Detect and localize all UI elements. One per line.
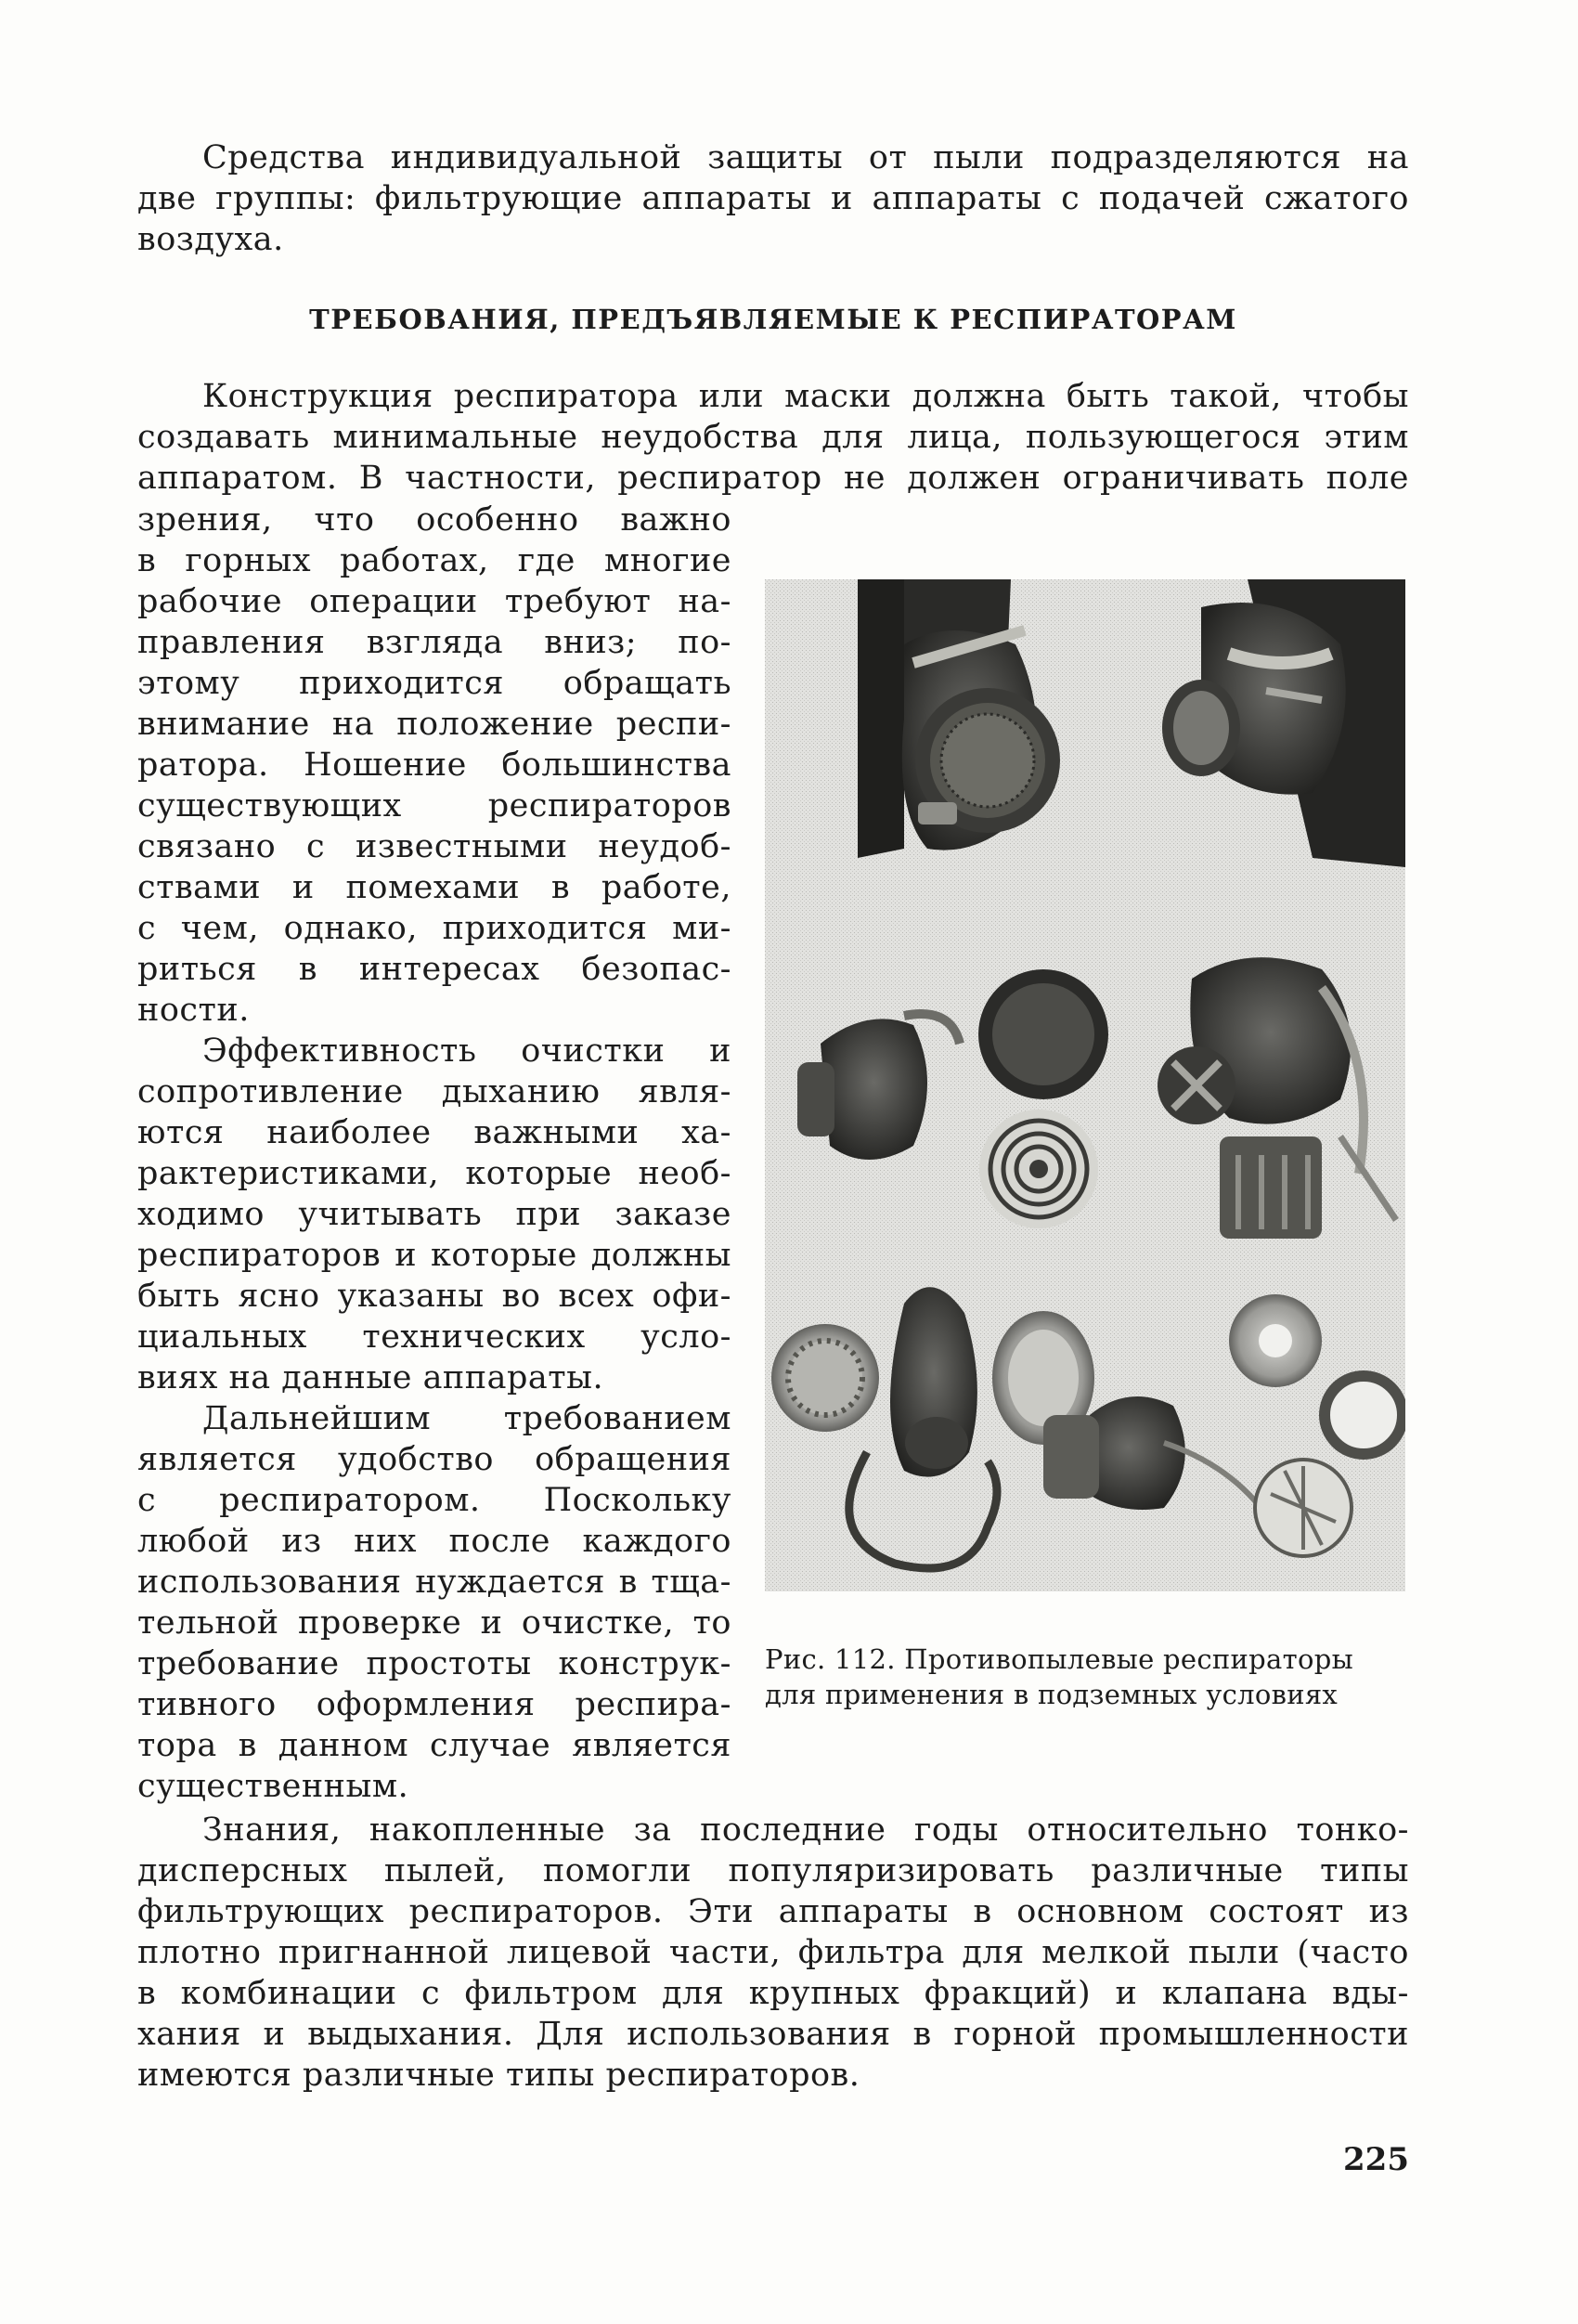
text-line: создавать минимальные неудобства для лица, пользующегося этим xyxy=(137,419,1409,456)
text-line: имеются различные типы респираторов. xyxy=(137,2057,860,2094)
text-line: любой из них после каждого xyxy=(137,1523,731,1560)
requirements-paragraph xyxy=(137,376,1409,499)
text-line: Эффективность очистки и xyxy=(202,1032,731,1070)
text-line: внимание на положение респи- xyxy=(137,706,731,743)
page-number: 225 xyxy=(1343,2141,1409,2178)
left-column-text xyxy=(137,500,731,1807)
text-line: плотно пригнанной лицевой части, фильтра для мелкой пыли (часто xyxy=(137,1934,1409,1971)
caption-line: Рис. 112. Противопылевые респираторы xyxy=(765,1643,1353,1675)
text-line: требование простоты конструк- xyxy=(137,1645,731,1682)
text-line: тора в данном случае является xyxy=(137,1727,731,1764)
text-line: ются наиболее важными ха- xyxy=(137,1114,731,1151)
text-line: хания и выдыхания. Для использования в горной промышленности xyxy=(137,2016,1409,2053)
text-line: виях на данные аппараты. xyxy=(137,1359,604,1396)
text-line: воздуха. xyxy=(137,221,284,258)
text-line: риться в интересах безопас- xyxy=(137,951,731,988)
text-line: с респиратором. Поскольку xyxy=(137,1482,731,1519)
text-line: в комбинации с фильтром для крупных фракций) и клапана вды- xyxy=(137,1975,1409,2012)
text-line: в горных работах, где многие xyxy=(137,542,731,579)
text-line: Дальнейшим требованием xyxy=(202,1400,731,1437)
text-line: две группы: фильтрующие аппараты и аппараты с подачей сжатого xyxy=(137,180,1409,217)
text-line: связано с известными неудоб- xyxy=(137,828,731,865)
section-heading: ТРЕБОВАНИЯ, ПРЕДЪЯВЛЯЕМЫЕ К РЕСПИРАТОРАМ xyxy=(309,304,1237,335)
text-line: существующих респираторов xyxy=(137,787,731,824)
text-line: ходимо учитывать при заказе xyxy=(137,1196,731,1233)
text-line: дисперсных пылей, помогли популяризировать различные типы xyxy=(137,1852,1409,1889)
bottom-paragraph xyxy=(137,1810,1409,2096)
caption-line: для применения в подземных условиях xyxy=(765,1679,1339,1710)
text-line: сопротивление дыханию явля- xyxy=(137,1073,731,1110)
text-line: тивного оформления респира- xyxy=(137,1686,731,1723)
text-line: ности. xyxy=(137,992,250,1029)
text-line: рактеристиками, которые необ- xyxy=(137,1155,731,1192)
text-line: тельной проверке и очистке, то xyxy=(137,1604,731,1642)
text-line: аппаратом. В частности, респиратор не должен ограничивать поле xyxy=(137,460,1409,497)
text-line: является удобство обращения xyxy=(137,1441,731,1478)
text-line: существенным. xyxy=(137,1768,409,1805)
text-line: зрения, что особенно важно xyxy=(137,501,731,539)
text-line: рабочие операции требуют на- xyxy=(137,583,731,620)
text-line: с чем, однако, приходится ми- xyxy=(137,910,731,947)
text-line: фильтрующих респираторов. Эти аппараты в основном состоят из xyxy=(137,1893,1409,1930)
text-line: использования нуждается в тща- xyxy=(137,1564,731,1601)
text-line: Знания, накопленные за последние годы относительно тонко- xyxy=(202,1811,1409,1849)
text-line: респираторов и которые должны xyxy=(137,1237,731,1274)
respirators-photo xyxy=(765,579,1405,1591)
text-line: правления взгляда вниз; по- xyxy=(137,624,731,661)
text-line: ствами и помехами в работе, xyxy=(137,869,731,906)
intro-paragraph xyxy=(137,137,1409,260)
text-line: ратора. Ношение большинства xyxy=(137,747,731,784)
text-line: этому приходится обращать xyxy=(137,665,731,702)
figure-caption xyxy=(765,1642,1415,1712)
text-line: Конструкция респиратора или маски должна быть такой, чтобы xyxy=(202,378,1409,415)
text-line: быть ясно указаны во всех офи- xyxy=(137,1278,731,1315)
text-line: Средства индивидуальной защиты от пыли подразделяются на xyxy=(202,139,1409,176)
text-line: циальных технических усло- xyxy=(137,1318,731,1356)
